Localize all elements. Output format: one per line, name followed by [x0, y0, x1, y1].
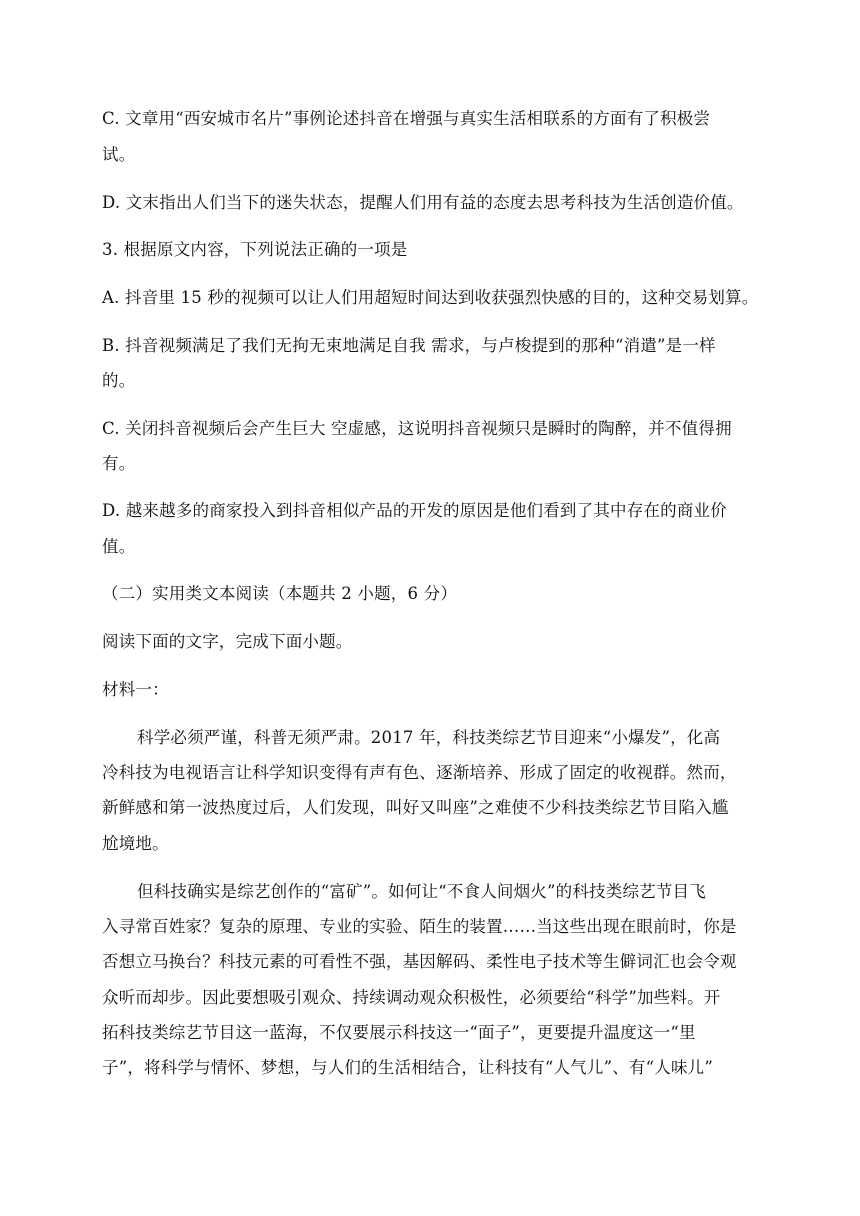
- paragraph-1-line-1: 科学必须严谨，科普无须严肃。2017 年，科技类综艺节目迎来“小爆发”，化高: [137, 728, 721, 747]
- option-3c-line-1: C. 关闭抖音视频后会产生巨大 空虚感，这说明抖音视频只是瞬时的陶醉，并不值得拥: [102, 419, 732, 438]
- material-label: 材料一：: [102, 680, 169, 699]
- paragraph-2-line-5: 拓科技类综艺节目这一蓝海，不仅要展示科技这一“面子”，更要提升温度这一“里: [102, 1023, 696, 1042]
- option-3a-line-1: A. 抖音里 15 秒的视频可以让人们用超短时间达到收获强烈快感的目的，这种交易划算。: [102, 288, 759, 307]
- option-2c-line-1: C. 文章用“西安城市名片”事例论述抖音在增强与真实生活相联系的方面有了积极尝: [102, 109, 711, 128]
- paragraph-1-line-4: 尬境地。: [102, 834, 169, 853]
- paragraph-2-line-3: 否想立马换台？科技元素的可看性不强，基因解码、柔性电子技术等生僻词汇也会令观: [102, 952, 737, 971]
- option-3b-line-2: 的。: [102, 371, 136, 390]
- option-2c-line-2: 试。: [102, 145, 136, 164]
- paragraph-2-line-2: 入寻常百姓家？复杂的原理、专业的实验、陌生的装置……当这些出现在眼前时，你是: [102, 917, 737, 936]
- paragraph-1-line-2: 冷科技为电视语言让科学知识变得有声有色、逐渐培养、形成了固定的收视群。然而，: [102, 763, 737, 782]
- paragraph-2-line-1: 但科技确实是综艺创作的“富矿”。如何让“不食人间烟火”的科技类综艺节目飞: [137, 882, 706, 901]
- option-2d-line-1: D. 文末指出人们当下的迷失状态，提醒人们用有益的态度去思考科技为生活创造价值。: [102, 193, 744, 212]
- paragraph-2-line-4: 众听而却步。因此要想吸引观众、持续调动观众积极性，必须要给“科学”加些料。开: [102, 988, 721, 1007]
- reading-instruction: 阅读下面的文字，完成下面小题。: [102, 632, 353, 651]
- section-title: （二）实用类文本阅读（本题共 2 小题，6 分）: [102, 584, 458, 603]
- question-3-stem: 3. 根据原文内容，下列说法正确的一项是: [102, 240, 408, 259]
- option-3b-line-1: B. 抖音视频满足了我们无拘无束地满足自我 需求，与卢梭提到的那种“消遣”是一样: [102, 336, 716, 355]
- paragraph-1-line-3: 新鲜感和第一波热度过后，人们发现，叫好又叫座”之难使不少科技类综艺节目陷入尴: [102, 798, 729, 817]
- paragraph-2-line-6: 子”，将科学与情怀、梦想，与人们的生活相结合，让科技有“人气儿”、有“人味儿”: [102, 1058, 713, 1077]
- option-3d-line-1: D. 越来越多的商家投入到抖音相似产品的开发的原因是他们看到了其中存在的商业价: [102, 501, 727, 520]
- option-3d-line-2: 值。: [102, 537, 136, 556]
- option-3c-line-2: 有。: [102, 454, 136, 473]
